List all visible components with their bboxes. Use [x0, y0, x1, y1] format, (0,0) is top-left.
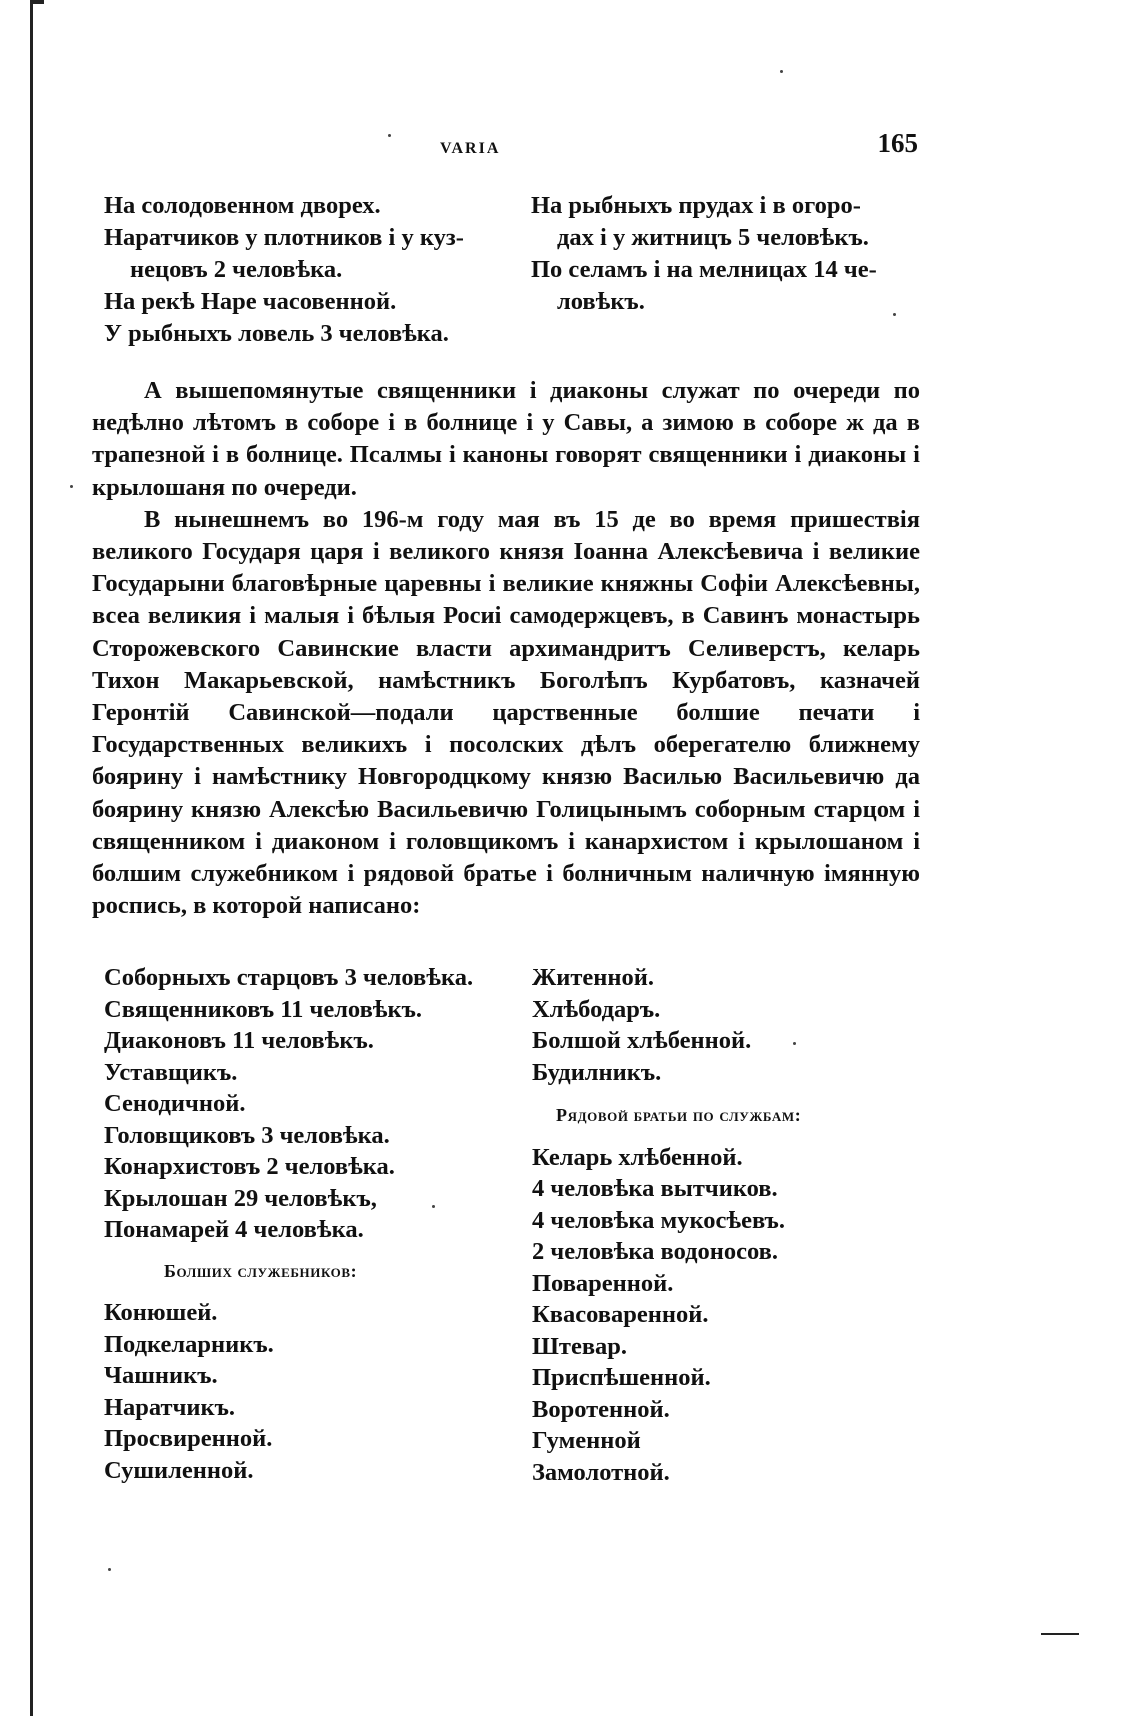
list-line: Гуменной: [532, 1427, 641, 1454]
list-line: На рыбныхъ прудах і в огоро-: [531, 192, 861, 219]
list-line: Конархистовъ 2 человѣка.: [104, 1153, 395, 1180]
list-line: Сушиленной.: [104, 1456, 254, 1484]
list-line: 2 человѣка водоносов.: [532, 1238, 778, 1265]
list-line: Чашникъ.: [104, 1362, 218, 1389]
page-number: 165: [877, 128, 918, 158]
top-right-column: [531, 190, 921, 318]
list-line: 4 человѣка вытчиков.: [532, 1175, 778, 1202]
scan-speck: [780, 70, 783, 73]
scan-speck: [70, 485, 73, 488]
paragraph: А вышепомянутые священники і диаконы служат по очереди по недѣлно лѣтомъ в соборе і в болнице і у Савы, а зимою в соборе ж да в трапезной і в болнице. Псалмы і каноны говорят священники і диаконы і крылошаня по очереди.: [92, 377, 920, 501]
scan-speck: [388, 134, 391, 137]
list-line: дах і у житницъ 5 человѣкъ.: [557, 224, 869, 251]
list-line: Головщиковъ 3 человѣка.: [104, 1121, 390, 1149]
running-head: VARIA: [440, 140, 501, 157]
section-heading: Болших служебников:: [164, 1260, 358, 1281]
top-left-column: [104, 190, 534, 350]
list-line: нецовъ 2 человѣка.: [130, 256, 343, 283]
scan-speck: [108, 1568, 111, 1571]
scan-speck: [893, 313, 896, 316]
list-line: Просвиренной.: [104, 1425, 273, 1452]
list-line: Священниковъ 11 человѣкъ.: [104, 995, 423, 1023]
list-line: Соборныхъ старцовъ 3 человѣка.: [104, 964, 474, 991]
list-line: Конюшей.: [104, 1299, 218, 1326]
section-heading: Рядовой братьи по службам:: [556, 1105, 802, 1125]
list-line: Уставщикъ.: [104, 1058, 238, 1086]
list-line: Житенной.: [532, 964, 654, 991]
list-line: Квасоваренной.: [532, 1301, 709, 1328]
scan-speck: [793, 1042, 796, 1045]
list-line: ловѣкъ.: [557, 288, 645, 315]
list-line: На рекѣ Наре часовенной.: [104, 288, 397, 315]
scan-speck: [432, 1205, 435, 1208]
page-header: [0, 128, 1140, 168]
list-line: У рыбныхъ ловель 3 человѣка.: [104, 320, 449, 347]
bottom-right-column: [532, 962, 932, 1488]
list-line: Сенодичной.: [104, 1090, 246, 1117]
bottom-left-column: [104, 962, 524, 1486]
list-line: Приспѣшенной.: [532, 1364, 711, 1391]
list-line: Подкеларникъ.: [104, 1330, 274, 1358]
list-line: 4 человѣка мукосѣевъ.: [532, 1206, 785, 1234]
scan-edge-left: [30, 0, 33, 1716]
paragraph: В нынешнемъ во 196-м году мая въ 15 де во время пришествія великого Государя царя і великого князя Іоанна Алексѣевича і великие Государыни благовѣрные царевны і великие княжны Софіи Алексѣевны, всеа великия і малыя і бѣлыя Росиі самодержцевъ, в Савинъ монастырь Сторожевского Савинские власти архимандритъ Селиверстъ, келарь Тихон Макарьевской, намѣстникъ Боголѣпъ Курбатовъ, казначей Геронтій Савинской—подали царственные болшие печати і Государственных великихъ і посолских дѣлъ оберегателю ближнему боярину і намѣстнику Новгородцкому князю Василью Васильевичю да боярину князю Алексѣю Васильевичю Голицынымъ соборным старцом і священником і диаконом і головщикомъ і канархистом і крылошаном і болшим служебником і рядовой братье і болничным наличную імянную роспись, в которой написано:: [92, 505, 920, 920]
list-line: Келарь хлѣбенной.: [532, 1143, 743, 1171]
list-line: Хлѣбодаръ.: [532, 995, 661, 1023]
list-line: На солодовенном дворех.: [104, 192, 381, 219]
prose-body: [92, 375, 920, 922]
list-line: Штевар.: [532, 1332, 628, 1360]
list-line: По селамъ і на мелницах 14 че-: [531, 256, 877, 283]
scan-edge-top: [30, 0, 44, 4]
list-line: Поваренной.: [532, 1269, 674, 1297]
list-line: Наратчиков у плотников і у куз-: [104, 224, 464, 251]
list-line: Замолотной.: [532, 1458, 670, 1486]
list-line: Болшой хлѣбенной.: [532, 1027, 752, 1054]
margin-dash: [1041, 1633, 1079, 1635]
list-line: Крылошан 29 человѣкъ,: [104, 1184, 377, 1212]
list-line: Понамарей 4 человѣка.: [104, 1216, 364, 1243]
list-line: Диаконовъ 11 человѣкъ.: [104, 1027, 374, 1054]
list-line: Наратчикъ.: [104, 1393, 236, 1421]
list-line: Воротенной.: [532, 1395, 670, 1423]
list-line: Будилникъ.: [532, 1058, 662, 1086]
